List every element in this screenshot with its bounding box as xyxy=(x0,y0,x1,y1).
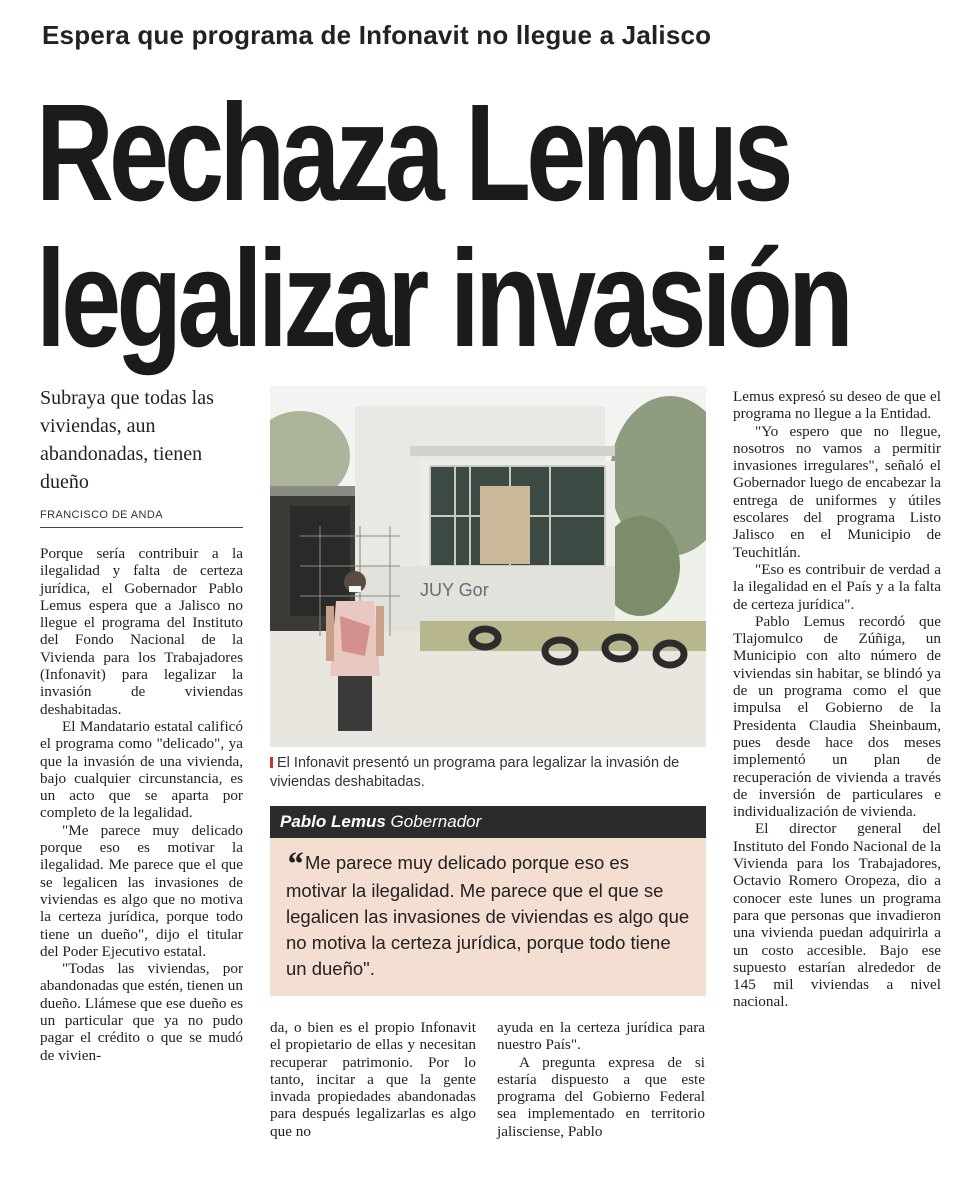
paragraph: "Me parece muy delicado porque eso es motivar la ilegalidad. Me parece que el que se legalicen las invasiones de viviendas es algo que no motiva la certeza jurídica, porque todo tiene un dueño", dijo el titular del Poder Ejecutivo estatal. xyxy=(40,821,243,960)
paragraph: A pregunta expresa de si estaría dispuesto a que este programa del Gobierno Federal sea implementado en territorio jalisciense, Pablo xyxy=(497,1053,705,1140)
quote-header xyxy=(270,806,706,838)
article-photo xyxy=(270,386,706,747)
paragraph: Pablo Lemus recordó que Tlajomulco de Zúñiga, un Municipio con alto número de viviendas sin habitar, se blindó ya de un programa como el que impulsa el Gobierno de la Presidenta Claudia Sheinbaum, pues desde hace dos meses implementó un plan de recuperación de vivienda a través de inversión de particulares e individualización de vivienda. xyxy=(733,612,941,821)
quote-text-block xyxy=(286,846,690,982)
article-kicker: Espera que programa de Infonavit no llegue a Jalisco xyxy=(42,20,712,50)
paragraph: da, o bien es el propio Infonavit el propietario de ellas y necesitan recuperar patrimonio. Por lo tanto, incitar a que la gente invada propiedades abandonadas para después legalizarlas es algo que no xyxy=(270,1019,476,1140)
abandoned-house-image xyxy=(270,386,706,747)
article-headline xyxy=(36,76,850,376)
paragraph: El director general del Instituto del Fondo Nacional de la Vivienda para los Trabajadores, Octavio Romero Oropeza, dio a conocer este lunes un programa para que personas que invadieron una vivienda puedan adquirirla a un costo accesible. Bajo ese supuesto estarían alrededor de 145 mil viviendas a nivel nacional. xyxy=(733,820,941,1011)
body-column-1 xyxy=(40,545,243,1064)
headline-line-2: legalizar invasión xyxy=(36,222,850,376)
paragraph: ayuda en la certeza jurídica para nuestro País". xyxy=(497,1019,705,1054)
quote-text: Me parece muy delicado porque eso es motivar la ilegalidad. Me parece que el que se legalicen las invasiones de viviendas es algo que no motiva la certeza jurídica, porque todo tiene un dueño". xyxy=(286,852,690,979)
paragraph: "Todas las viviendas, por abandonadas que estén, tienen un dueño. Llámese que ese dueño es un particular que ya no pudo pagar el crédito o que se mudó de vivien- xyxy=(40,960,243,1064)
quote-speaker-name: Pablo Lemus xyxy=(280,812,386,831)
paragraph: "Eso es contribuir de verdad a la ilegalidad en el País y a la falta de certeza jurídica". xyxy=(733,560,941,613)
paragraph: Porque sería contribuir a la ilegalidad y falta de certeza jurídica, el Gobernador Pablo Lemus espera que a Jalisco no llegue el programa del Instituto del Fondo Nacional de la Vivienda para los Trabajadores (Infonavit) para legalizar la invasión de viviendas deshabitadas. xyxy=(40,545,243,718)
paragraph: "Yo espero que no llegue, nosotros no vamos a permitir invasiones irregulares", señaló el Gobernador luego de encabezar la entrega de uniformes y útiles escolares del programa Listo Jalisco en el Municipio de Teuchitlán. xyxy=(733,422,941,561)
body-column-2a xyxy=(270,1019,476,1140)
paragraph: El Mandatario estatal calificó el programa como "delicado", ya que la invasión de una vivienda, bajo cualquier circunstancia, es un acto que se aparta por completo de la legalidad. xyxy=(40,717,243,822)
caption-marker xyxy=(270,757,273,768)
article-byline: FRANCISCO DE ANDA xyxy=(40,509,163,521)
body-column-3 xyxy=(733,388,941,1011)
headline-line-1: Rechaza Lemus xyxy=(36,76,789,230)
photo-caption xyxy=(270,754,706,792)
body-column-2b xyxy=(497,1019,705,1140)
quote-mark-icon: “ xyxy=(286,846,299,883)
quote-speaker-role: Gobernador xyxy=(390,812,482,831)
article-subhead: Subraya que todas las viviendas, aun abandonadas, tienen dueño xyxy=(40,387,214,493)
byline-divider xyxy=(40,527,243,528)
caption-text: El Infonavit presentó un programa para legalizar la invasión de viviendas deshabitadas. xyxy=(270,755,680,790)
graffiti-text: JUY Gor xyxy=(420,580,489,600)
paragraph: Lemus expresó su deseo de que el programa no llegue a la Entidad. xyxy=(733,388,941,423)
